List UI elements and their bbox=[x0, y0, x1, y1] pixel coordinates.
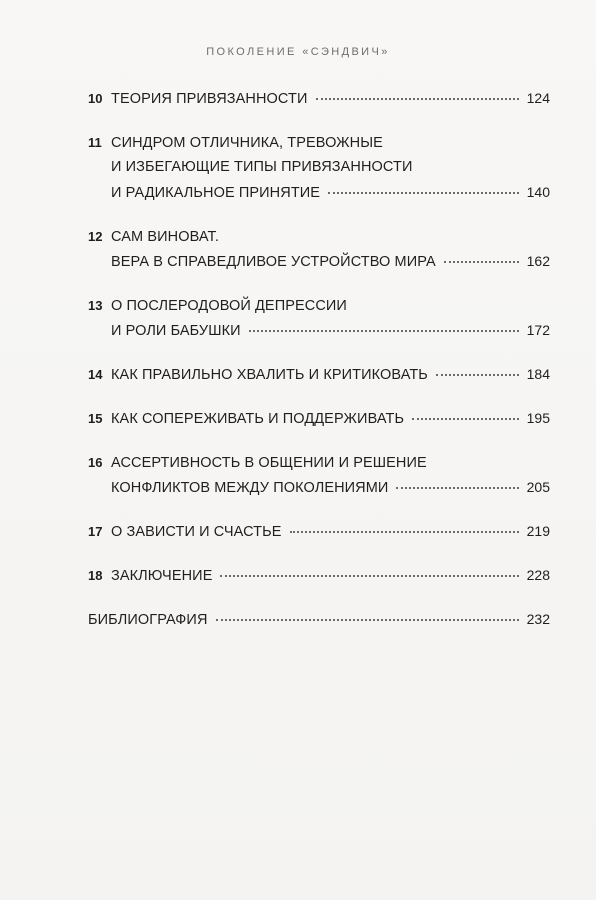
toc-entry-line bbox=[88, 318, 550, 343]
page-number: 140 bbox=[526, 184, 550, 200]
toc-entry-line bbox=[88, 563, 550, 588]
chapter-title: САМ ВИНОВАТ. bbox=[111, 229, 219, 245]
chapter-title: КАК ПРАВИЛЬНО ХВАЛИТЬ И КРИТИКОВАТЬ bbox=[111, 367, 428, 383]
toc-entry-line bbox=[88, 155, 550, 180]
toc-entry[interactable] bbox=[88, 130, 550, 205]
running-head: ПОКОЛЕНИЕ «СЭНДВИЧ» bbox=[206, 46, 390, 58]
toc-entry-line bbox=[88, 293, 550, 318]
toc-entry-line bbox=[88, 130, 550, 155]
toc-entry[interactable] bbox=[88, 519, 550, 544]
toc-entry[interactable] bbox=[88, 293, 550, 343]
toc-entry[interactable] bbox=[88, 563, 550, 588]
page-number: 172 bbox=[526, 322, 550, 338]
dot-leader bbox=[290, 531, 519, 533]
dot-leader bbox=[412, 418, 519, 420]
chapter-number: 16 bbox=[88, 455, 103, 470]
toc-entry-bibliography[interactable] bbox=[88, 607, 550, 632]
chapter-number: 10 bbox=[88, 91, 103, 106]
page-number: 205 bbox=[526, 479, 550, 495]
chapter-title: О ЗАВИСТИ И СЧАСТЬЕ bbox=[111, 524, 282, 540]
dot-leader bbox=[444, 261, 519, 263]
chapter-title: О ПОСЛЕРОДОВОЙ ДЕПРЕССИИ bbox=[111, 298, 347, 314]
toc-entry-line bbox=[88, 224, 550, 249]
dot-leader bbox=[249, 330, 519, 332]
dot-leader bbox=[220, 575, 518, 577]
chapter-title: ЗАКЛЮЧЕНИЕ bbox=[111, 568, 213, 584]
toc-entry[interactable] bbox=[88, 86, 550, 111]
page-number: 228 bbox=[526, 567, 550, 583]
dot-leader bbox=[316, 98, 519, 100]
chapter-title: И РАДИКАЛЬНОЕ ПРИНЯТИЕ bbox=[111, 185, 321, 201]
toc-entry-line bbox=[88, 362, 550, 387]
page-number: 184 bbox=[526, 366, 550, 382]
toc-entry-line bbox=[88, 450, 550, 475]
toc-entry-line bbox=[88, 249, 550, 274]
toc-entry-line bbox=[88, 180, 550, 205]
page-number: 162 bbox=[526, 253, 550, 269]
page-number: 219 bbox=[526, 523, 550, 539]
chapter-title: КОНФЛИКТОВ МЕЖДУ ПОКОЛЕНИЯМИ bbox=[111, 480, 389, 496]
chapter-number: 11 bbox=[88, 135, 102, 150]
toc-entry-line bbox=[88, 475, 550, 500]
dot-leader bbox=[396, 487, 518, 489]
chapter-number: 13 bbox=[88, 298, 103, 313]
toc-entry[interactable] bbox=[88, 362, 550, 387]
chapter-number: 18 bbox=[88, 568, 103, 583]
chapter-title: КАК СОПЕРЕЖИВАТЬ И ПОДДЕРЖИВАТЬ bbox=[111, 411, 405, 427]
page-number: 195 bbox=[526, 410, 550, 426]
chapter-title: АССЕРТИВНОСТЬ В ОБЩЕНИИ И РЕШЕНИЕ bbox=[111, 455, 427, 471]
chapter-title: ТЕОРИЯ ПРИВЯЗАННОСТИ bbox=[111, 91, 308, 107]
dot-leader bbox=[216, 619, 519, 621]
dot-leader bbox=[436, 374, 519, 376]
dot-leader bbox=[328, 192, 519, 194]
table-of-contents bbox=[88, 86, 550, 651]
toc-entry-line bbox=[88, 406, 550, 431]
bibliography-title: БИБЛИОГРАФИЯ bbox=[88, 612, 208, 628]
page-number: 124 bbox=[526, 90, 550, 106]
chapter-title: ВЕРА В СПРАВЕДЛИВОЕ УСТРОЙСТВО МИРА bbox=[111, 254, 436, 270]
chapter-number: 14 bbox=[88, 367, 103, 382]
chapter-title: И ИЗБЕГАЮЩИЕ ТИПЫ ПРИВЯЗАННОСТИ bbox=[111, 159, 413, 175]
chapter-number: 17 bbox=[88, 524, 103, 539]
page-number: 232 bbox=[526, 611, 550, 627]
toc-entry-line bbox=[88, 519, 550, 544]
chapter-number: 12 bbox=[88, 229, 103, 244]
toc-entry[interactable] bbox=[88, 450, 550, 500]
toc-entry-line bbox=[88, 86, 550, 111]
toc-entry-line bbox=[88, 607, 550, 632]
toc-entry[interactable] bbox=[88, 406, 550, 431]
chapter-title: И РОЛИ БАБУШКИ bbox=[111, 323, 241, 339]
chapter-number: 15 bbox=[88, 411, 103, 426]
chapter-title: СИНДРОМ ОТЛИЧНИКА, ТРЕВОЖНЫЕ bbox=[111, 135, 383, 151]
toc-entry[interactable] bbox=[88, 224, 550, 274]
